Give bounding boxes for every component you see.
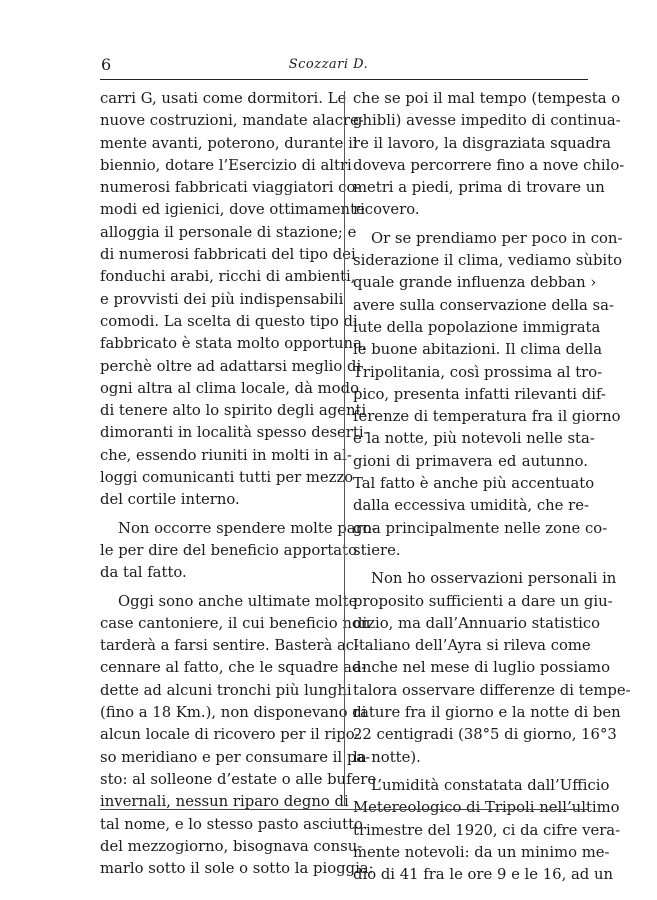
text-line: tal nome, e lo stesso pasto asciutto — [100, 815, 363, 833]
text-line: Tripolitania, così prossima al tro- — [353, 363, 603, 381]
text-line: biennio, dotare l’Esercizio di altri — [100, 156, 352, 174]
text-line: e la notte, più notevoli nelle sta- — [353, 430, 595, 448]
text-line: stiere. — [353, 541, 401, 559]
text-line: nuove costruzioni, mandate alacre- — [100, 112, 364, 130]
text-line: da tal fatto. — [100, 564, 187, 582]
text-line: mente avanti, poterono, durante il — [100, 134, 358, 152]
text-line: invernali, nessun riparo degno di — [100, 793, 349, 811]
text-line: quale grande influenza debban › — [353, 274, 597, 292]
text-line: pico, presenta infatti rilevanti dif- — [353, 385, 606, 403]
text-line: Non occorre spendere molte paro- — [118, 519, 377, 537]
text-line: trimestre del 1920, ci da cifre vera- — [353, 821, 621, 839]
text-line: re il lavoro, la disgraziata squadra — [353, 134, 611, 152]
running-title: Scozzari D. — [288, 57, 369, 72]
text-line: dimoranti in località spesso deserti- — [100, 424, 369, 442]
text-line: L’umidità constatata dall’Ufficio — [371, 776, 610, 794]
text-line: Or se prendiamo per poco in con- — [371, 229, 623, 247]
text-line: del cortile interno. — [100, 491, 240, 509]
text-line: le buone abitazioni. Il clima della — [353, 341, 603, 359]
text-line: talora osservare differenze di tempe- — [353, 681, 631, 699]
text-line: avere sulla conservazione della sa- — [353, 296, 614, 314]
text-line: tarderà a farsi sentire. Basterà ac- — [100, 637, 360, 655]
text-line: modi ed igienici, dove ottimamente — [100, 201, 365, 219]
text-line: fabbricato è stata molto opportuna, — [100, 335, 367, 353]
text-line: mente notevoli: da un minimo me- — [353, 843, 610, 861]
text-line: le per dire del beneficio apportato — [100, 541, 357, 559]
text-line: ghibli) avesse impedito di continua- — [353, 112, 621, 130]
text-line: carri G, usati come dormitori. Le — [100, 90, 347, 107]
text-line: Oggi sono anche ultimate molte — [118, 592, 358, 610]
text-line: ricovero. — [353, 201, 420, 219]
text-line: rature fra il giorno e la notte di ben — [353, 704, 621, 722]
text-line: alcun locale di ricovero per il ripo- — [100, 726, 360, 744]
text-line: numerosi fabbricati viaggiatori co- — [100, 179, 361, 197]
text-line: Tal fatto è anche più accentuato — [353, 475, 595, 493]
text-line: fonduchi arabi, ricchi di ambienti, — [100, 268, 356, 286]
page-number: 6 — [101, 55, 112, 74]
text-line: che se poi il mal tempo (tempesta o — [353, 90, 621, 107]
text-line: gna principalmente nelle zone co- — [353, 519, 608, 537]
text-line: sto: al solleone d’estate o alle bufere — [100, 770, 377, 788]
text-line: ferenze di temperatura fra il giorno — [353, 408, 621, 426]
text-line: alloggia il personale di stazione; e — [100, 223, 357, 241]
text-line: dalla eccessiva umidità, che re- — [353, 497, 589, 515]
text-line: e provvisti dei più indispensabili — [100, 290, 344, 308]
text-line: anche nel mese di luglio possiamo — [353, 659, 610, 677]
footer-rule — [100, 809, 588, 810]
text-line: perchè oltre ad adattarsi meglio di — [100, 357, 362, 375]
header-rule — [100, 79, 588, 80]
text-line: di numerosi fabbricati del tipo dei — [100, 246, 356, 264]
text-line: gioni di primavera ed autunno. — [353, 452, 588, 470]
text-line: (fino a 18 Km.), non disponevano di — [100, 704, 367, 722]
text-line: so meridiano e per consumare il pa- — [100, 748, 371, 766]
text-line: lute della popolazione immigrata — [353, 318, 601, 336]
text-line: ogni altra al clima locale, dà modo — [100, 379, 359, 397]
text-line: Italiano dell’Ayra si rileva come — [353, 637, 591, 655]
text-line: cennare al fatto, che le squadre ad- — [100, 659, 367, 677]
text-line: doveva percorrere fino a nove chilo- — [353, 156, 625, 174]
text-line: Non ho osservazioni personali in — [371, 570, 617, 588]
text-line: che, essendo riuniti in molti in al- — [100, 446, 352, 464]
text-line: dette ad alcuni tronchi più lunghi — [100, 681, 352, 699]
text-line: metri a piedi, prima di trovare un — [353, 179, 605, 197]
text-line: 22 centigradi (38°5 di giorno, 16°3 — [353, 726, 617, 744]
text-line: comodi. La scelta di questo tipo di — [100, 312, 358, 330]
text-line: Metereologico di Tripoli nell’ultimo — [353, 799, 620, 817]
right-column — [344, 88, 631, 884]
text-line: la notte). — [353, 748, 421, 766]
text-line: marlo sotto il sole o sotto la pioggia: — [100, 860, 374, 878]
text-line: proposito sufficienti a dare un giu- — [353, 592, 613, 610]
text-line: loggi comunicanti tutti per mezzo — [100, 469, 354, 487]
text-line: del mezzogiorno, bisognava consu- — [100, 837, 363, 855]
text-line: di tenere alto lo spirito degli agenti — [100, 402, 367, 420]
text-line: dizio, ma dall’Annuario statistico — [353, 614, 601, 632]
text-line: dio di 41 fra le ore 9 e le 16, ad un — [353, 866, 614, 884]
text-line: case cantoniere, il cui beneficio non — [100, 614, 371, 632]
text-line: siderazione il clima, vediamo sùbito — [353, 252, 623, 270]
